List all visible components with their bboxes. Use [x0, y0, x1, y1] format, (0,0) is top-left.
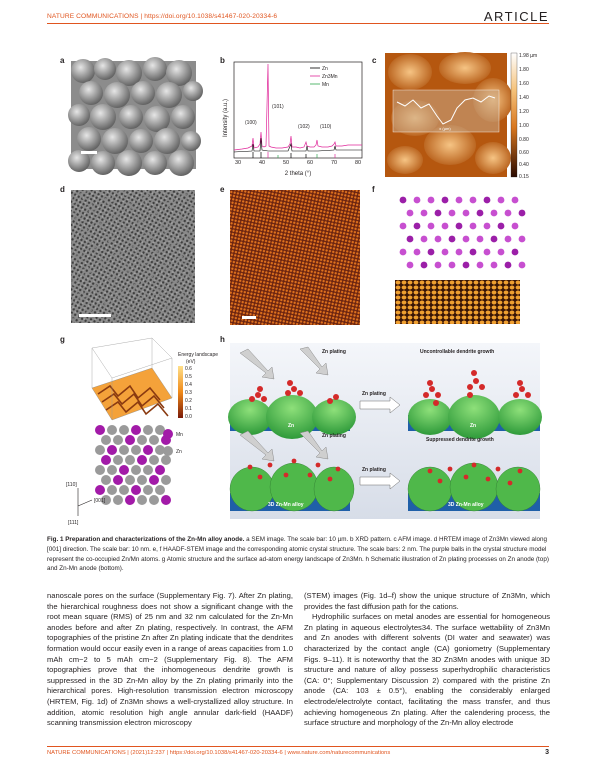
atom [519, 262, 526, 269]
atom [512, 197, 519, 204]
paragraph: Hydrophilic surfaces on metal anodes are essential for homogeneous Zn plating in aqueous electrolytes34. The surface wettability of Zn3Mn and Zn anodes with different solvents (DI water and seawater) was characterized by the contact angle (CA) goniometry (Supplementary Figs. 9–11). It is noteworthy that the 3D Zn3Mn anodes with unique 3D structure and nature of alloy possess superhydrophilic characteristics (CA: 0°; Supplementary Discussion 2) compared with the pristine Zn anode (CA: 103 ± 0.5°), enabling the considerably enlarged electrode/electrolyte contact, facilitating the mass transfer, and thus achieving homogeneous Zn plating. After the calendering process, the surface structure and morphology of the Zn-Mn alloy electrode [304, 612, 550, 728]
peak-100: (100) [245, 120, 257, 126]
label-alloy: 3D Zn-Mn alloy [448, 502, 484, 508]
atom [137, 495, 147, 505]
afm-tick: 0.15 [519, 174, 529, 180]
atom [421, 236, 428, 243]
panel-label-e: e [220, 185, 225, 194]
atom [125, 495, 135, 505]
xrd-xtick: 80 [354, 160, 362, 166]
atom [470, 223, 477, 230]
atom [291, 386, 297, 392]
dir-001: [001] [94, 498, 106, 504]
haadf-image [230, 190, 360, 325]
atom [131, 445, 141, 455]
atom [113, 475, 123, 485]
label-zn-plating: Zn plating [322, 349, 346, 355]
xrd-xticks [235, 160, 361, 166]
atom [477, 262, 484, 269]
atom [137, 435, 147, 445]
atom [163, 446, 173, 456]
atom [486, 477, 491, 482]
atom [113, 435, 123, 445]
xrd-xtick: 30 [234, 160, 242, 166]
atom [308, 473, 313, 478]
label-zn-substrate: Zn [288, 423, 295, 429]
panel-label-a: a [60, 56, 65, 65]
atom [328, 477, 333, 482]
atom [456, 223, 463, 230]
atom [518, 469, 523, 474]
atom [149, 455, 159, 465]
atom [519, 236, 526, 243]
body-column-left [47, 591, 293, 729]
atom [477, 236, 484, 243]
legend-zn-atom: Zn [176, 449, 182, 455]
atom [284, 473, 289, 478]
energy-title: Energy landscape [178, 352, 219, 358]
afm-tick: 1.20 [519, 109, 529, 115]
legend-mn: Mn [322, 82, 329, 88]
atom [517, 380, 523, 386]
atom [428, 223, 435, 230]
xrd-xlabel: 2 theta (°) [284, 171, 312, 177]
afm-tick: 0.40 [519, 162, 529, 168]
xrd-xtick: 60 [306, 160, 314, 166]
atom [287, 380, 293, 386]
dir-111: [111] [68, 520, 79, 526]
atom [508, 481, 513, 486]
atom [442, 223, 449, 230]
xrd-ylabel: Intensity (a.u.) [223, 98, 229, 138]
label-zn-substrate: Zn [470, 423, 477, 429]
atom [435, 392, 441, 398]
atom [161, 475, 171, 485]
atom [484, 223, 491, 230]
atom [438, 479, 443, 484]
atom [433, 400, 439, 406]
paragraph: (STEM) images (Fig. 1d–f) show the unique structure of Zn3Mn, which provides the fast diffusion path for the cations. [304, 591, 550, 611]
atom [258, 475, 263, 480]
caption-body: a SEM image. The scale bar: 10 µm. b XRD pattern. c AFM image. d HRTEM image of Zn3Mn viewed along [001] direction. The scale bar: 10 nm. e, f HAADF-STEM image and the corresponding atomic crystal structure. The scale bars: 2 nm. The purple balls in the crystal structure model represent the co-occupied Zn/Mn atoms. g Atomic structure and the surface ad-atom energy landscape of Zn3Mn. h Schematic illustration of Zn plating processes on Zn anode (top) and Zn-Mn anode (bottom). [47, 536, 549, 573]
atom [316, 463, 321, 468]
atom [456, 197, 463, 204]
afm-image [385, 50, 550, 180]
atom [137, 455, 147, 465]
xrd-xtick: 50 [282, 160, 290, 166]
atom [428, 197, 435, 204]
atom [149, 475, 159, 485]
caption-lead: Fig. 1 Preparation and characterizations of the Zn-Mn alloy anode. [47, 536, 245, 543]
scale-bar [81, 151, 97, 154]
afm-max: 1.98 µm [519, 53, 538, 59]
energy-tick: 0.3 [185, 390, 192, 396]
atom [119, 445, 129, 455]
atom [427, 380, 433, 386]
atom [297, 390, 303, 396]
atom [125, 435, 135, 445]
atom [505, 262, 512, 269]
atom [484, 197, 491, 204]
atom [125, 475, 135, 485]
panel-label-h: h [220, 335, 225, 344]
energy-unit: (eV) [186, 359, 196, 365]
atom [414, 197, 421, 204]
atom [400, 197, 407, 204]
stem-strip [395, 280, 520, 324]
afm-tick: 1.00 [519, 123, 529, 129]
atom [471, 370, 477, 376]
atom [467, 384, 473, 390]
atom [449, 210, 456, 217]
xrd-legend [310, 66, 338, 88]
afm-tick: 0.60 [519, 150, 529, 156]
atom [285, 390, 291, 396]
paragraph: nanoscale pores on the surface (Supplementary Fig. 7). After Zn plating, the hierarchical roughness does not show a significant change with the root mean square (RMS) of 25 nm and 32 nm calculated for the Zn-Mn anodes before and after Zn plating, respectively. In contrast, the AFM topographies of the pristine Zn after Zn plating indicate that the dendrites formation would occur easily even in a range of areas capacities from 1.0 mAh cm−2 to 5 mAh cm−2 (Supplementary Fig. 8). The AFM topographies prove that the inhomogeneous dendrite growth is suppressed in the 3D Zn-Mn alloy by the Zn plating primarily into the hierarchical pores. High-resolution transmission electron microscopy (HRTEM, Fig. 1d) of Zn3Mn shows a well-crystallized alloy structure. In addition, atomic resolution high angle annular dark-field (HAADF) scanning transmission electron microscopy [47, 591, 293, 728]
afm-tick: 0.80 [519, 137, 529, 143]
crystal-model [395, 192, 520, 272]
atom [442, 249, 449, 256]
peak-102: (102) [298, 124, 310, 130]
atom [107, 465, 117, 475]
atom [473, 378, 479, 384]
atom [101, 475, 111, 485]
atom [268, 463, 273, 468]
footer-rule [47, 746, 549, 747]
atom [477, 210, 484, 217]
label-zn-plating: Zn plating [362, 467, 386, 473]
energy-tick: 0.6 [185, 366, 192, 372]
atom [463, 236, 470, 243]
label-zn-plating: Zn plating [322, 433, 346, 439]
atom [255, 392, 261, 398]
atom [463, 262, 470, 269]
atom [479, 384, 485, 390]
xrd-curve-zn3mn [234, 64, 362, 150]
atom [428, 469, 433, 474]
peak-101: (101) [272, 104, 284, 110]
journal-header: NATURE COMMUNICATIONS | https://doi.org/10.1038/s41467-020-20334-6 [47, 13, 278, 20]
atom [95, 445, 105, 455]
atom [491, 262, 498, 269]
atom [155, 465, 165, 475]
atom [456, 249, 463, 256]
atom [155, 485, 165, 495]
legend-zn3mn: Zn3Mn [322, 74, 338, 80]
atom [143, 425, 153, 435]
atom [143, 465, 153, 475]
sem-image [71, 61, 196, 169]
atom [491, 236, 498, 243]
label-suppressed: Suppressed dendrite growth [426, 437, 494, 443]
atom [143, 445, 153, 455]
label-alloy: 3D Zn-Mn alloy [268, 502, 304, 508]
atom [131, 485, 141, 495]
plating-schematic [230, 343, 540, 519]
atom [505, 236, 512, 243]
atom [407, 262, 414, 269]
atom [143, 485, 153, 495]
legend-zn: Zn [322, 66, 328, 72]
panel-label-d: d [60, 185, 65, 194]
atom [505, 210, 512, 217]
atom [131, 425, 141, 435]
atom [119, 425, 129, 435]
scale-bar [79, 314, 111, 317]
atom [400, 249, 407, 256]
label-zn-plating: Zn plating [362, 391, 386, 397]
atom [421, 210, 428, 217]
afm-tick: 1.40 [519, 95, 529, 101]
atom [125, 455, 135, 465]
atom [261, 396, 267, 402]
atom [107, 485, 117, 495]
atom [95, 425, 105, 435]
atom [327, 398, 333, 404]
energy-landscape-panel [66, 338, 219, 528]
atom [498, 249, 505, 256]
atom [470, 197, 477, 204]
atom [435, 262, 442, 269]
atom [512, 249, 519, 256]
atom [161, 455, 171, 465]
atom [107, 445, 117, 455]
legend-mn-atom: Mn [176, 432, 183, 438]
atom [113, 495, 123, 505]
xrd-xtick: 40 [258, 160, 266, 166]
atom [107, 425, 117, 435]
energy-tick: 0.5 [185, 374, 192, 380]
energy-tick: 0.2 [185, 398, 192, 404]
body-column-right [304, 591, 550, 729]
figure-caption [47, 535, 550, 574]
atom [407, 210, 414, 217]
atom [249, 396, 255, 402]
afm-tick: 1.80 [519, 67, 529, 73]
atom [496, 467, 501, 472]
scale-bar [242, 316, 256, 319]
atom [119, 465, 129, 475]
atom [292, 459, 297, 464]
atom [407, 236, 414, 243]
atom [113, 455, 123, 465]
peak-110: (110) [320, 124, 332, 130]
energy-tick: 0.1 [185, 406, 192, 412]
header-rule [47, 23, 549, 24]
atom [467, 392, 473, 398]
atom [101, 435, 111, 445]
atom [472, 463, 477, 468]
atom [333, 394, 339, 400]
atom [423, 392, 429, 398]
atom [149, 435, 159, 445]
atom [95, 465, 105, 475]
atom [525, 392, 531, 398]
panel-label-g: g [60, 335, 65, 344]
xrd-chart [218, 58, 368, 182]
footer-text: NATURE COMMUNICATIONS | (2021)12:237 | https://doi.org/10.1038/s41467-020-20334-6 | www.nature.com/naturecommunications [47, 750, 391, 756]
energy-tick: 0.4 [185, 382, 192, 388]
atom [257, 386, 263, 392]
atom [498, 197, 505, 204]
panel-label-b: b [220, 56, 225, 65]
atom [119, 485, 129, 495]
atom [101, 455, 111, 465]
atom [435, 236, 442, 243]
atom [248, 465, 253, 470]
atom [513, 392, 519, 398]
afm-xlabel: x (µm) [439, 126, 451, 131]
atom [484, 249, 491, 256]
atom [449, 236, 456, 243]
energy-tick: 0.0 [185, 414, 192, 420]
atom [137, 475, 147, 485]
atom [442, 197, 449, 204]
atom [336, 467, 341, 472]
atom [161, 495, 171, 505]
atom [463, 210, 470, 217]
atom [414, 249, 421, 256]
atom [512, 223, 519, 230]
atom [470, 249, 477, 256]
atom [400, 223, 407, 230]
atom [428, 249, 435, 256]
panel-label-c: c [372, 56, 377, 65]
atom [149, 495, 159, 505]
atom [464, 475, 469, 480]
atom [448, 467, 453, 472]
atom [435, 210, 442, 217]
atom [95, 485, 105, 495]
label-uncontrollable: Uncontrollable dendrite growth [420, 349, 495, 355]
atom [414, 223, 421, 230]
page-number: 3 [545, 749, 549, 756]
hrtem-image [71, 190, 195, 323]
atom [429, 386, 435, 392]
atom [491, 210, 498, 217]
atom [519, 210, 526, 217]
afm-tick: 1.60 [519, 81, 529, 87]
atom [163, 429, 173, 439]
atom [421, 262, 428, 269]
panel-label-f: f [372, 185, 375, 194]
xrd-xtick: 70 [330, 160, 338, 166]
dir-110: [110] [66, 482, 77, 488]
atom [498, 223, 505, 230]
atom [519, 386, 525, 392]
atom [131, 465, 141, 475]
atom [449, 262, 456, 269]
section-label: ARTICLE [483, 9, 549, 24]
